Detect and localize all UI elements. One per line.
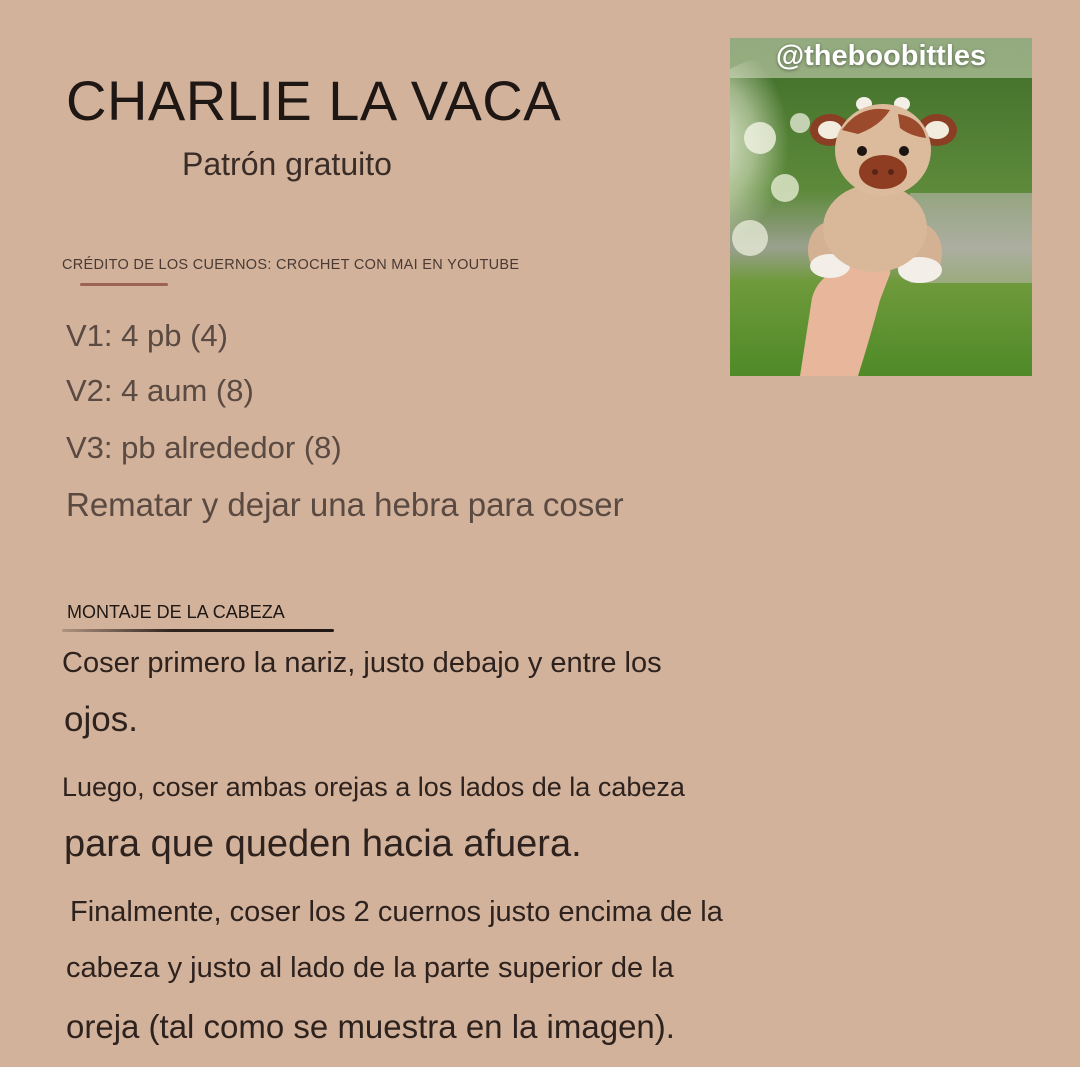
round-2: V2: 4 aum (8): [66, 373, 254, 408]
instruction-line: para que queden hacia afuera.: [64, 823, 582, 865]
section-heading-head-assembly: MONTAJE DE LA CABEZA: [67, 602, 285, 622]
instagram-handle-watermark: @theboobittles: [775, 40, 987, 72]
page-title: CHARLIE LA VACA: [66, 69, 562, 132]
cow-amigurumi-photo: [730, 38, 1032, 376]
horns-credit: CRÉDITO DE LOS CUERNOS: CROCHET CON MAI EN YOUTUBE: [62, 257, 520, 273]
instruction-line: Coser primero la nariz, justo debajo y entre los: [62, 647, 662, 679]
finish-instruction: Rematar y dejar una hebra para coser: [66, 486, 624, 523]
page-subtitle: Patrón gratuito: [182, 146, 392, 182]
instruction-line: oreja (tal como se muestra en la imagen).: [66, 1008, 675, 1045]
instruction-line: Finalmente, coser los 2 cuernos justo encima de la: [70, 896, 723, 928]
instruction-line: cabeza y justo al lado de la parte superior de la: [66, 952, 674, 984]
round-1: V1: 4 pb (4): [66, 318, 228, 353]
section-underline: [62, 629, 334, 632]
round-3: V3: pb alrededor (8): [66, 430, 342, 465]
instruction-line: Luego, coser ambas orejas a los lados de la cabeza: [62, 772, 685, 802]
cow-amigurumi-illustration: [730, 38, 1032, 376]
instruction-line: ojos.: [64, 700, 138, 739]
credit-underline: [80, 283, 168, 286]
